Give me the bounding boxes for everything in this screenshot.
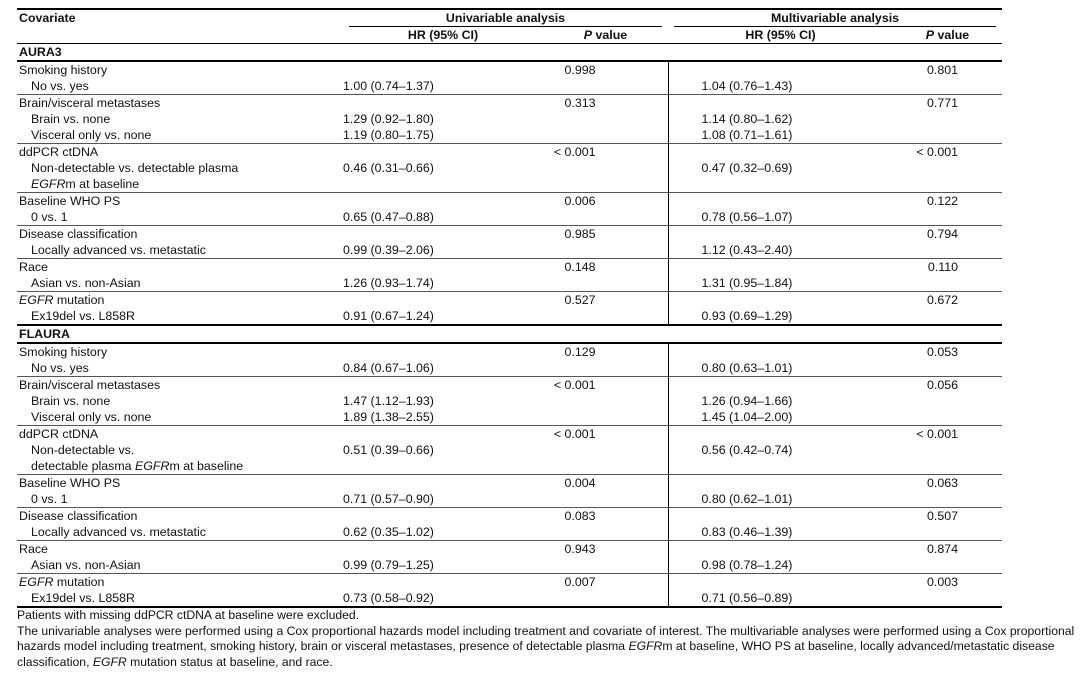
comparison-label: Brain vs. none	[31, 394, 111, 408]
p-value-multivariable: 0.507	[893, 508, 1002, 525]
covariate-title: Brain/visceral metastases	[17, 377, 343, 394]
comparison-label: Non-detectable vs.	[31, 443, 135, 457]
hr-multivariable: 1.26 (0.94–1.66)	[668, 393, 893, 409]
hr-univariable: 1.89 (1.38–2.55)	[343, 410, 434, 424]
p-value-multivariable: 0.874	[893, 541, 1002, 558]
covariate-title: Baseline WHO PS	[17, 193, 343, 210]
hr-univariable: 1.29 (0.92–1.80)	[343, 112, 434, 126]
hr-multivariable	[668, 176, 893, 193]
uni-hr-header: HR (95% CI)	[343, 27, 543, 44]
hr-univariable: 1.19 (0.80–1.75)	[343, 128, 434, 142]
comparison-label: Visceral only vs. none	[31, 128, 152, 142]
hr-multivariable: 0.56 (0.42–0.74)	[668, 442, 893, 458]
covariate-title: Disease classification	[17, 226, 343, 243]
p-value-univariable: 0.313	[543, 95, 668, 112]
comparison-label: 0 vs. 1	[31, 210, 68, 224]
p-value-univariable: 0.998	[543, 61, 668, 78]
comparison-label: Asian vs. non-Asian	[31, 558, 141, 572]
footnote-exclusion: Patients with missing ddPCR ctDNA at baseline were excluded.	[17, 608, 360, 622]
comparison-row	[17, 458, 1002, 475]
hr-multivariable: 0.80 (0.63–1.01)	[668, 360, 893, 377]
covariate-title: EGFR mutation	[17, 292, 343, 309]
comparison-label: Visceral only vs. none	[31, 410, 152, 424]
p-value-univariable: < 0.001	[543, 144, 668, 161]
p-value-univariable: < 0.001	[543, 377, 668, 394]
covariate-title: ddPCR ctDNA	[17, 144, 343, 161]
comparison-row	[17, 557, 1002, 574]
covariate-group-row	[17, 144, 1002, 161]
multivariable-header: Multivariable analysis	[668, 9, 1002, 27]
comparison-label: Non-detectable vs. detectable plasma	[31, 161, 239, 175]
comparison-row	[17, 491, 1002, 508]
covariate-title: Baseline WHO PS	[17, 475, 343, 492]
multi-hr-header: HR (95% CI)	[668, 27, 893, 44]
covariate-title: Smoking history	[17, 343, 343, 360]
hr-univariable: 0.71 (0.57–0.90)	[343, 492, 434, 506]
comparison-row	[17, 160, 1002, 176]
comparison-row	[17, 111, 1002, 127]
hr-multivariable: 0.78 (0.56–1.07)	[668, 209, 893, 226]
covariate-group-row	[17, 193, 1002, 210]
p-value-multivariable: 0.672	[893, 292, 1002, 309]
hr-univariable: 0.99 (0.39–2.06)	[343, 243, 434, 257]
covariate-group-row	[17, 61, 1002, 78]
comparison-row	[17, 393, 1002, 409]
hr-univariable: 0.65 (0.47–0.88)	[343, 210, 434, 224]
comparison-row	[17, 176, 1002, 193]
covariate-group-row	[17, 426, 1002, 443]
hr-multivariable: 1.45 (1.04–2.00)	[668, 409, 893, 426]
hr-multivariable	[668, 458, 893, 475]
footnote-methods: The univariable analyses were performed using a Cox proportional hazards model including treatment and covariate of interest. The multivariable analyses were performed using a Cox proportional hazards model including treatment, smoking history, brain or visceral metastases, presence of detectable plasma EGFRm at baseline, WHO PS at baseline, locally advanced/metastatic disease classification, EGFR mutation status at baseline, and race.	[17, 623, 1075, 669]
comparison-label: Brain vs. none	[31, 112, 111, 126]
p-value-multivariable: < 0.001	[893, 426, 1002, 443]
comparison-label: Locally advanced vs. metastatic	[31, 243, 206, 257]
comparison-label: Ex19del vs. L858R	[17, 590, 343, 607]
covariate-group-row	[17, 259, 1002, 276]
comparison-label: Ex19del vs. L858R	[17, 308, 343, 325]
comparison-row	[17, 242, 1002, 259]
covariate-group-row	[17, 343, 1002, 360]
comparison-label: No vs. yes	[31, 79, 89, 93]
hr-multivariable: 1.04 (0.76–1.43)	[668, 78, 893, 95]
hr-multivariable: 0.98 (0.78–1.24)	[668, 557, 893, 574]
comparison-row	[17, 590, 1002, 607]
comparison-row	[17, 127, 1002, 144]
comparison-row	[17, 308, 1002, 325]
p-value-univariable: 0.148	[543, 259, 668, 276]
p-value-multivariable: 0.801	[893, 61, 1002, 78]
covariate-group-row	[17, 292, 1002, 309]
comparison-label: No vs. yes	[31, 361, 89, 375]
p-value-multivariable: 0.794	[893, 226, 1002, 243]
covariate-header: Covariate	[17, 9, 343, 27]
hr-multivariable: 0.80 (0.62–1.01)	[668, 491, 893, 508]
hr-univariable: 0.99 (0.79–1.25)	[343, 558, 434, 572]
hr-univariable: 0.62 (0.35–1.02)	[343, 525, 434, 539]
section-row	[17, 44, 1002, 62]
p-value-multivariable: 0.063	[893, 475, 1002, 492]
results-table-container	[17, 8, 1075, 670]
covariate-title: Race	[17, 259, 343, 276]
p-value-univariable: 0.129	[543, 343, 668, 360]
covariate-title: EGFR mutation	[17, 574, 343, 591]
covariate-group-row	[17, 377, 1002, 394]
comparison-row	[17, 209, 1002, 226]
uni-p-header: P value	[543, 27, 668, 44]
p-value-multivariable: 0.053	[893, 343, 1002, 360]
section-row	[17, 325, 1002, 343]
section-title: AURA3	[17, 44, 1002, 62]
covariate-title: Brain/visceral metastases	[17, 95, 343, 112]
hr-multivariable: 1.31 (0.95–1.84)	[668, 275, 893, 292]
p-value-multivariable: 0.110	[893, 259, 1002, 276]
covariate-title: ddPCR ctDNA	[17, 426, 343, 443]
comparison-row	[17, 442, 1002, 458]
hr-multivariable: 0.83 (0.46–1.39)	[668, 524, 893, 541]
covariate-group-row	[17, 508, 1002, 525]
covariate-group-row	[17, 226, 1002, 243]
hr-univariable: 0.73 (0.58–0.92)	[343, 590, 543, 607]
covariate-group-row	[17, 574, 1002, 591]
hr-multivariable: 1.12 (0.43–2.40)	[668, 242, 893, 259]
hr-univariable	[343, 176, 543, 193]
comparison-row	[17, 275, 1002, 292]
table-footnotes	[17, 608, 1077, 670]
p-value-multivariable: 0.003	[893, 574, 1002, 591]
comparison-label: Locally advanced vs. metastatic	[31, 525, 206, 539]
comparison-row	[17, 78, 1002, 95]
section-title: FLAURA	[17, 325, 1002, 343]
comparison-row	[17, 524, 1002, 541]
comparison-row	[17, 409, 1002, 426]
comparison-label: 0 vs. 1	[31, 492, 68, 506]
p-value-multivariable: 0.056	[893, 377, 1002, 394]
hazard-ratio-table	[17, 8, 1002, 608]
hr-multivariable: 0.47 (0.32–0.69)	[668, 160, 893, 176]
p-value-multivariable: < 0.001	[893, 144, 1002, 161]
p-value-univariable: 0.006	[543, 193, 668, 210]
hr-univariable: 1.26 (0.93–1.74)	[343, 276, 434, 290]
p-value-univariable: 0.985	[543, 226, 668, 243]
covariate-title: Race	[17, 541, 343, 558]
comparison-label: Asian vs. non-Asian	[31, 276, 141, 290]
hr-univariable	[343, 458, 543, 475]
table-body	[17, 44, 1002, 608]
p-value-univariable: 0.004	[543, 475, 668, 492]
comparison-row	[17, 360, 1002, 377]
comparison-label: EGFRm at baseline	[31, 177, 140, 191]
p-value-univariable: < 0.001	[543, 426, 668, 443]
hr-multivariable: 1.14 (0.80–1.62)	[668, 111, 893, 127]
multi-p-header: P value	[893, 27, 1002, 44]
p-value-univariable: 0.083	[543, 508, 668, 525]
univariable-header: Univariable analysis	[343, 9, 668, 27]
covariate-group-row	[17, 95, 1002, 112]
hr-univariable: 0.84 (0.67–1.06)	[343, 361, 434, 375]
covariate-group-row	[17, 475, 1002, 492]
hr-multivariable: 0.93 (0.69–1.29)	[668, 308, 893, 325]
comparison-label: detectable plasma EGFRm at baseline	[31, 459, 244, 473]
p-value-univariable: 0.527	[543, 292, 668, 309]
covariate-group-row	[17, 541, 1002, 558]
p-value-multivariable: 0.771	[893, 95, 1002, 112]
hr-univariable: 0.91 (0.67–1.24)	[343, 308, 543, 325]
p-value-multivariable: 0.122	[893, 193, 1002, 210]
p-value-univariable: 0.007	[543, 574, 668, 591]
p-value-univariable: 0.943	[543, 541, 668, 558]
hr-univariable: 0.46 (0.31–0.66)	[343, 161, 434, 175]
hr-univariable: 1.47 (1.12–1.93)	[343, 394, 434, 408]
hr-multivariable: 0.71 (0.56–0.89)	[668, 590, 893, 607]
hr-univariable: 1.00 (0.74–1.37)	[343, 79, 434, 93]
hr-univariable: 0.51 (0.39–0.66)	[343, 443, 434, 457]
covariate-title: Smoking history	[17, 61, 343, 78]
hr-multivariable: 1.08 (0.71–1.61)	[668, 127, 893, 144]
covariate-title: Disease classification	[17, 508, 343, 525]
